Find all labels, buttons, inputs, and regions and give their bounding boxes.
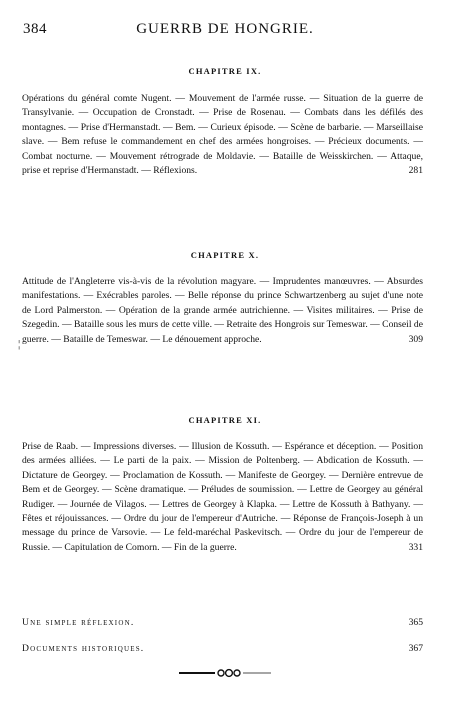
chapter-9-summary xyxy=(22,92,423,178)
chapter-9-text: Opérations du général comte Nugent. — Mouvement de l'armée russe. — Situation de la guerre de Transylvanie. — Occupation de Cronstadt. — Prise de Rosenau. — Combats dans les défilés des montagnes. — Prise d'Hermanstadt. — Bem. — Curieux épisode. — Scène de barbarie. — Marseillaise slave. — Bem refuse le commandement en chef des armées hongroises. — Précieux documents. — Combat nocturne. — Mouvement rétrograde de Moldavie. — Bataille de Weisskirchen. — Attaque, prise et reprise d'Hermanstadt. — Réflexions. xyxy=(22,93,423,177)
chapter-10-text: Attitude de l'Angleterre vis-à-vis de la révolution magyare. — Imprudentes manœuvres. — Absurdes manifestations. — Exécrables paroles. — Belle réponse du prince Schwartzenberg au sujet d'une note de Lord Palmerston. — Opération de la grande armée autrichienne. — Visites militaires. — Prise de Szegedin. — Bataille sous les murs de cette ville. — Retraite des Hongrois sur Temeswar. — Conseil de guerre. — Bataille de Temeswar. — Le dénouement approche. xyxy=(22,276,423,345)
extra-reflexion-label: Une simple réflexion. xyxy=(22,617,135,628)
extra-reflexion-page: 365 xyxy=(408,617,423,628)
chapter-10-page: 309 xyxy=(408,333,423,345)
chapter-11-summary xyxy=(22,440,423,555)
extra-reflexion xyxy=(22,617,423,628)
extra-documents-label: Documents historiques. xyxy=(22,643,145,654)
page-number: 384 xyxy=(23,21,47,37)
chapter-9-heading: CHAPITRE IX. xyxy=(188,66,262,76)
chapter-11-page: 331 xyxy=(408,541,423,553)
ornament-flourish-icon xyxy=(177,668,273,678)
chapter-10-summary xyxy=(22,275,423,347)
extra-documents xyxy=(22,643,423,654)
chapter-9-page: 281 xyxy=(408,165,423,177)
end-ornament xyxy=(0,668,450,678)
chapter-11-text: Prise de Raab. — Impressions diverses. — Illusion de Kossuth. — Espérance et déception. — Position des armées alliées. — Le parti de la paix. — Mission de Poltenberg. — Abdication de Kossuth. — Dictature de Georgey. — Proclamation de Kossuth. — Manifeste de Georgey. — Dernière entrevue de Bem et de Georgey. — Scène dramatique. — Préludes de soumission. — Lettre de Georgey au général Rudiger. — Journée de Vilagos. — Lettres de Georgey à Klapka. — Lettre de Kossuth à Bathyany. — Fêtes et réjouissances. — Ordre du jour de l'empereur d'Autriche. — Réponse de François-Joseph à un message du prince de Varsovie. — Le feld-maréchal Paskevitsch. — Ordre du jour de l'empereur de Russie. — Capitulation de Comorn. — Fin de la guerre. xyxy=(22,441,423,553)
extra-documents-page: 367 xyxy=(408,643,423,654)
marginal-mark: ¦ xyxy=(18,338,21,350)
chapter-10-heading: CHAPITRE X. xyxy=(190,250,260,260)
running-title: GUERRB DE HONGRIE. xyxy=(136,21,314,37)
chapter-11-heading: CHAPITRE XI. xyxy=(188,415,262,425)
